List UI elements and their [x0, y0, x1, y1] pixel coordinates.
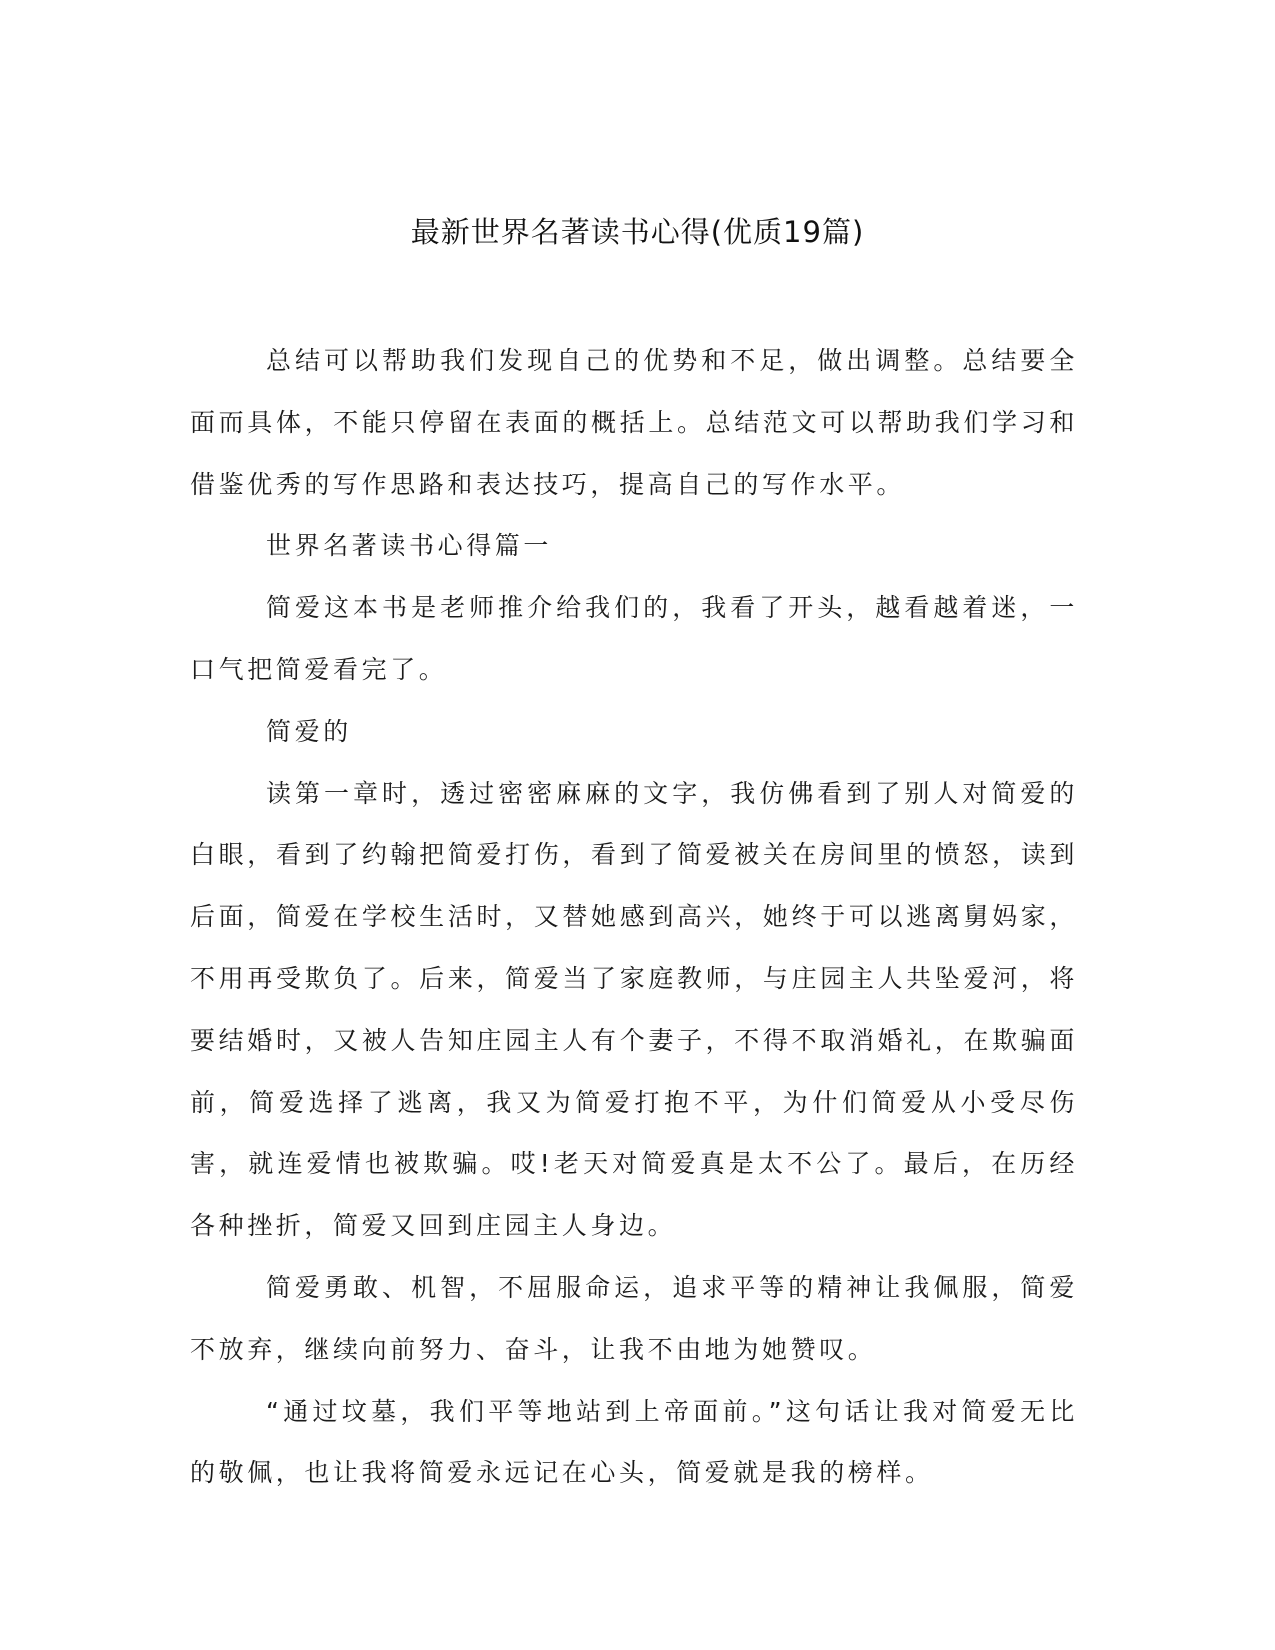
paragraph: 简爱这本书是老师推介给我们的，我看了开头，越看越着迷，一口气把简爱看完了。	[190, 593, 1078, 684]
paragraph: 简爱勇敢、机智，不屈服命运，追求平等的精神让我佩服，简爱不放弃，继续向前努力、奋斗，让我不由地为她赞叹。	[190, 1272, 1078, 1364]
paragraph: 读第一章时，透过密密麻麻的文字，我仿佛看到了别人对简爱的白眼，看到了约翰把简爱打伤，看到了简爱被关在房间里的愤怒，读到后面，简爱在学校生活时，又替她感到高兴，她终于可以逃离舅妈家，不用再受欺负了。后来，简爱当了家庭教师，与庄园主人共坠爱河，将要结婚时，又被人告知庄园主人有个妻子，不得不取消婚礼，在欺骗面前，简爱选择了逃离，我又为简爱打抱不平，为什们简爱从小受尽伤害，就连爱情也被欺骗。哎!老天对简爱真是太不公了。最后，在历经各种挫折，简爱又回到庄园主人身边。	[190, 778, 1078, 1241]
section-heading: 世界名著读书心得篇一	[266, 531, 553, 561]
paragraph: “通过坟墓，我们平等地站到上帝面前。”这句话让我对简爱无比的敬佩，也让我将简爱永远记在心头，简爱就是我的榜样。	[190, 1396, 1078, 1488]
paragraph: 简爱的	[266, 716, 352, 746]
paragraph-intro: 总结可以帮助我们发现自己的优势和不足，做出调整。总结要全面而具体，不能只停留在表面的概括上。总结范文可以帮助我们学习和借鉴优秀的写作思路和表达技巧，提高自己的写作水平。	[190, 346, 1078, 499]
document-body	[190, 330, 1078, 1504]
document-title: 最新世界名著读书心得(优质19篇)	[410, 215, 865, 249]
